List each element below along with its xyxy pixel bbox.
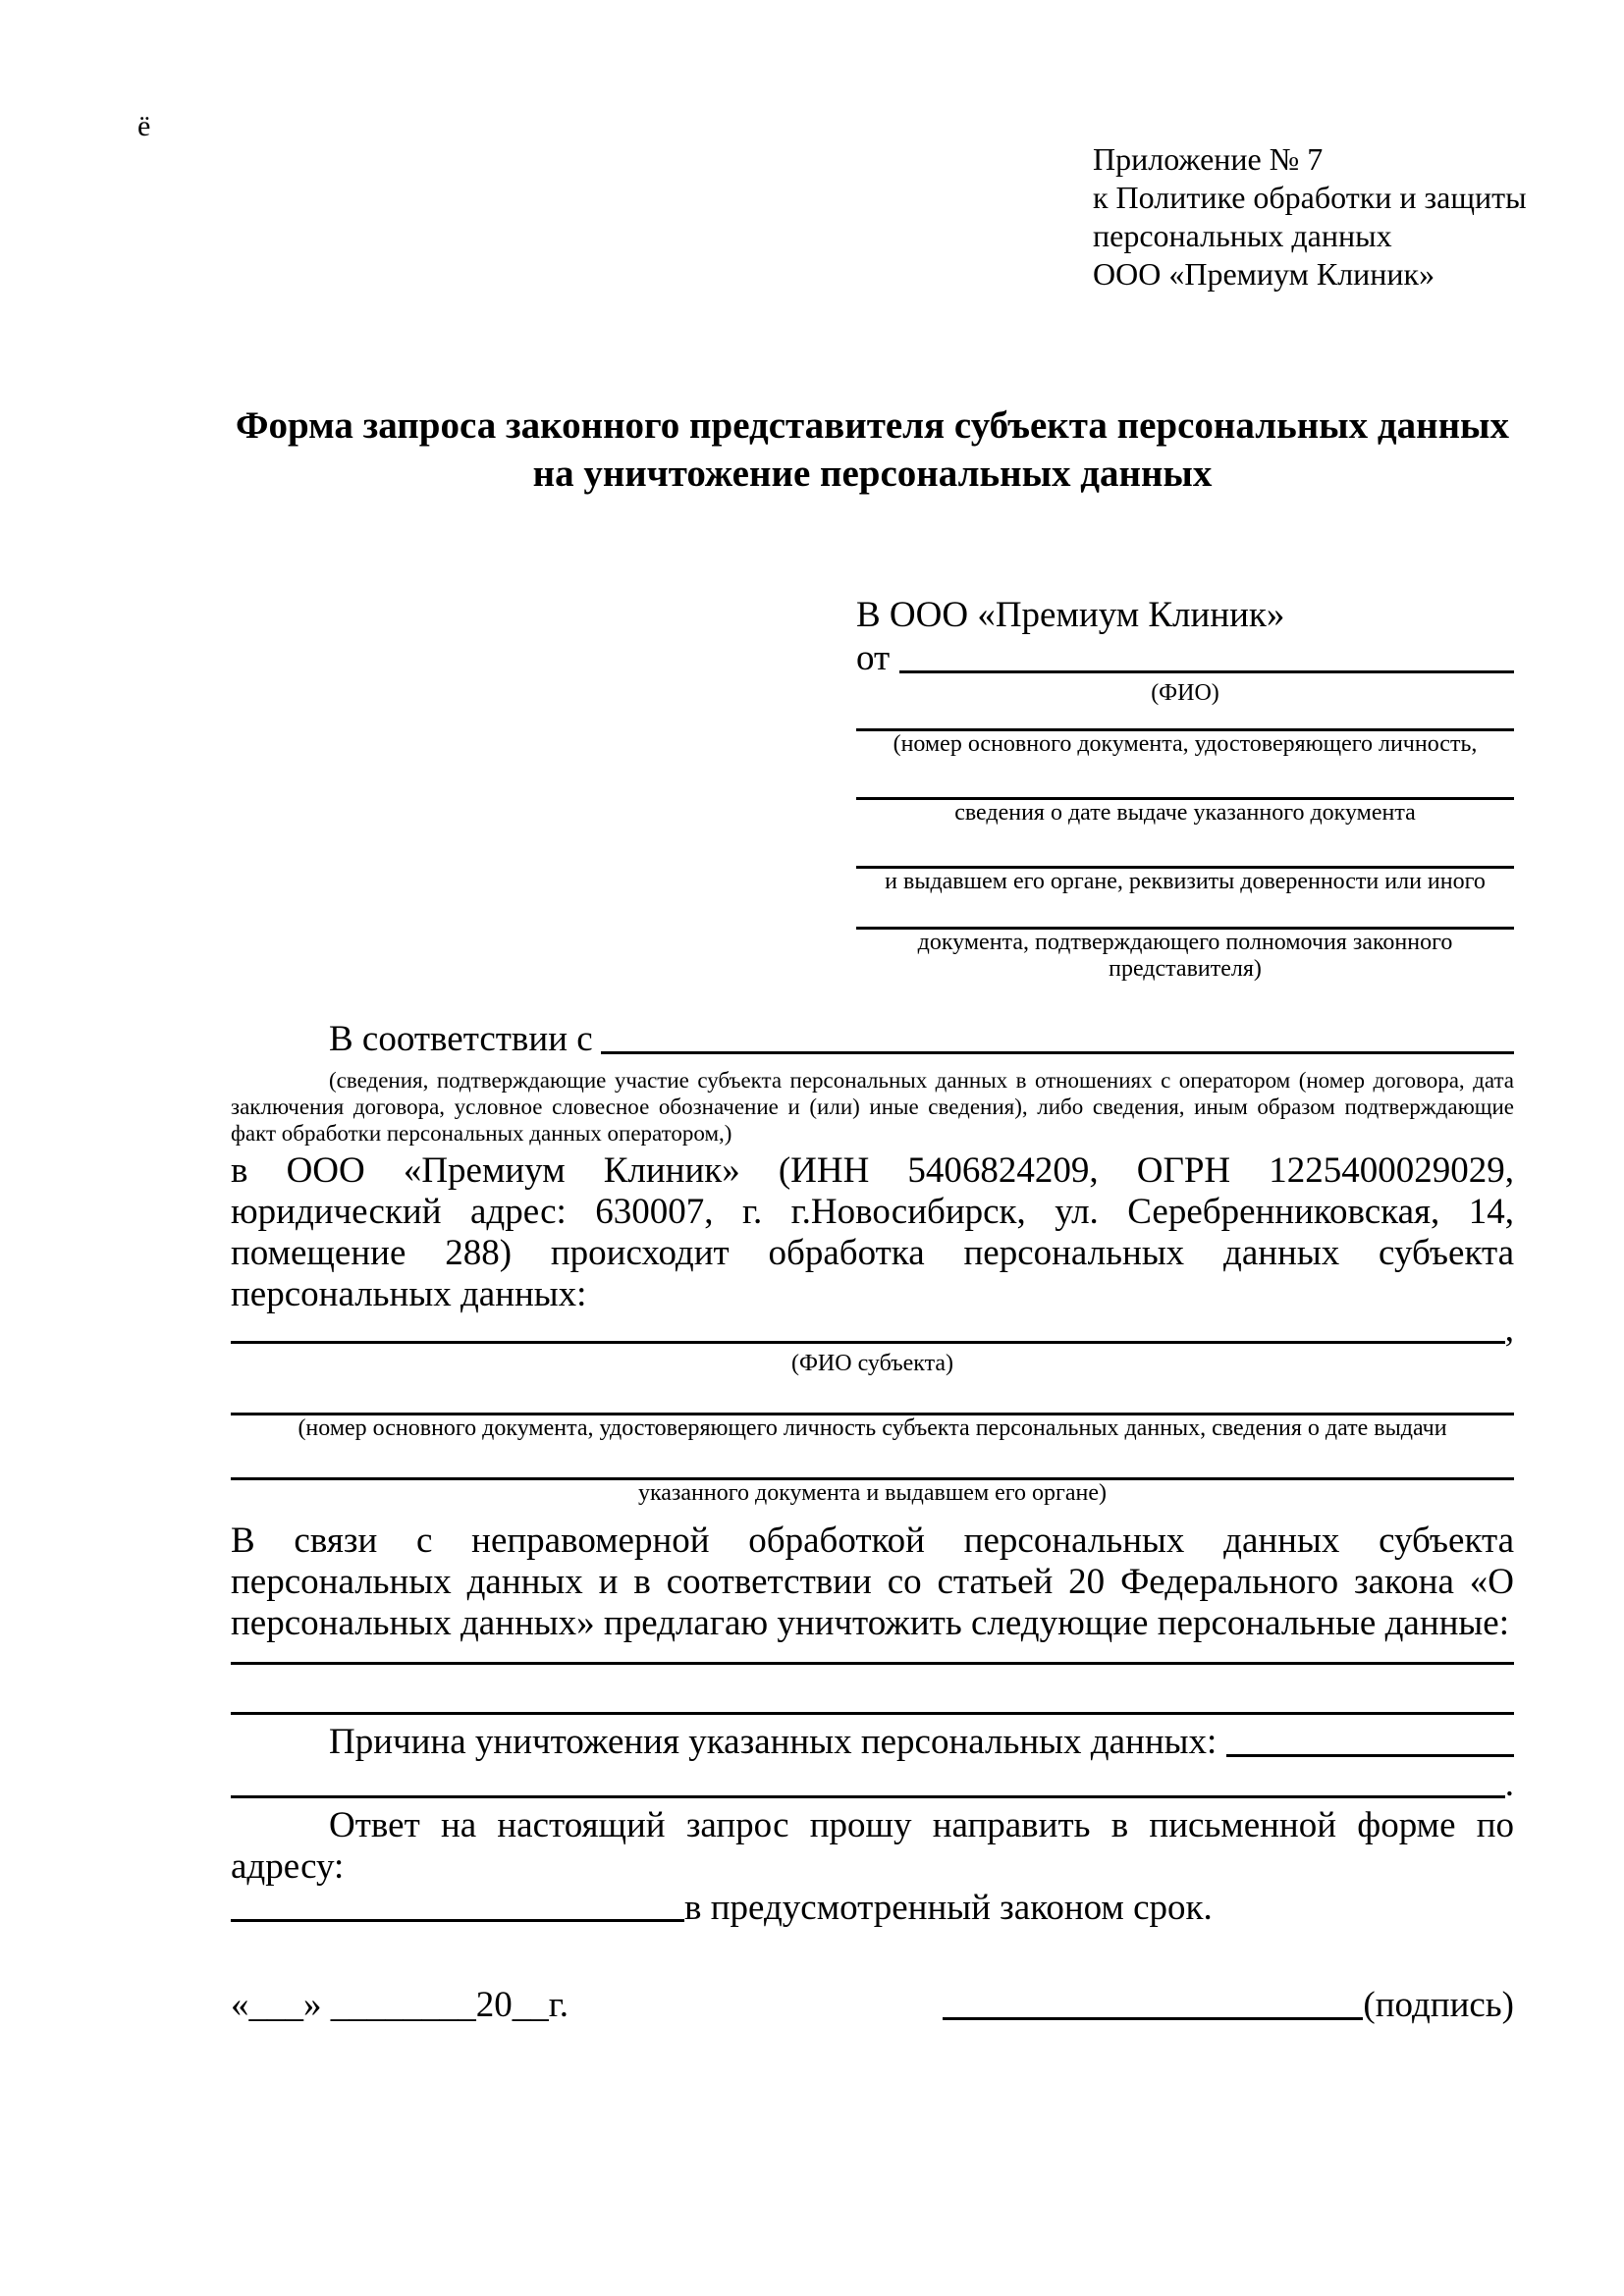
accordance-row <box>231 1018 1514 1061</box>
subject-fio-row <box>231 1309 1514 1351</box>
issue-date-caption: сведения о дате выдаче указанного документа <box>954 800 1416 826</box>
from-label: от <box>856 638 891 678</box>
from-name-blank-line <box>899 670 1514 673</box>
addressee-block <box>856 594 1514 983</box>
fio-caption: (ФИО) <box>1151 680 1219 706</box>
answer-tail: в предусмотренный законом срок. <box>684 1888 1213 1928</box>
signature-row <box>231 1984 1514 2027</box>
title-line-2: на уничтожение персональных данных <box>532 453 1213 495</box>
reason-continuation-row <box>231 1764 1514 1805</box>
appendix-block <box>1093 0 1527 294</box>
address-blank-line <box>231 1919 684 1922</box>
authority-doc-caption: документа, подтверждающего полномочия законного представителя) <box>917 930 1453 982</box>
accordance-blank-line <box>601 1051 1514 1054</box>
appendix-line-1: Приложение № 7 <box>1093 141 1324 177</box>
doc-number-blank-line <box>856 707 1514 731</box>
issue-date-blank-line <box>856 758 1514 800</box>
accordance-lead: В соответствии с <box>329 1019 593 1059</box>
accordance-note: (сведения, подтверждающие участие субъекта персональных данных в отношениях с оператором (номер договора, дата заключения договора, условное словесное обозначение и (или) иные сведения), либо сведения, иным образом подтверждающие факт обработки персональных данных оператором,) <box>231 1068 1514 1146</box>
issuer-caption: и выдавшем его органе, реквизиты доверенности или иного <box>885 869 1486 894</box>
signature-blank-line <box>943 2017 1363 2020</box>
reason-lead: Причина уничтожения указанных персональных данных: <box>329 1722 1218 1762</box>
reason-blank-line <box>1226 1754 1514 1757</box>
reason-period: . <box>1504 1764 1514 1804</box>
subject-fio-blank-line <box>231 1341 1505 1344</box>
date-line: «___» ________20__г. <box>231 1985 569 2025</box>
appendix-line-2: к Политике обработки и защиты <box>1093 180 1527 215</box>
signature-caption: (подпись) <box>1363 1985 1514 2025</box>
body-section <box>231 1018 1514 2027</box>
title-line-1: Форма запроса законного представителя субъекта персональных данных <box>235 404 1510 447</box>
trailing-comma: , <box>1504 1309 1514 1350</box>
answer-paragraph: Ответ на настоящий запрос прошу направить в письменной форме по адресу: <box>231 1805 1514 1887</box>
addressee-to: В ООО «Премиум Клиник» <box>856 595 1285 635</box>
stray-char: ё <box>137 110 151 142</box>
appendix-line-4: ООО «Премиум Клиник» <box>1093 256 1435 292</box>
subject-doc-blank-line-1 <box>231 1377 1514 1415</box>
reason-row <box>231 1721 1514 1764</box>
unlawful-paragraph: В связи с неправомерной обработкой персональных данных субъекта персональных данных и в соответствии со статьей 20 Федерального закона «О персональных данных» предлагаю уничтожить следующие персональные данные: <box>231 1521 1514 1643</box>
appendix-line-3: персональных данных <box>1093 218 1392 253</box>
document-title <box>231 401 1514 498</box>
reason-blank-line-2 <box>231 1795 1505 1798</box>
doc-number-caption: (номер основного документа, удостоверяющего личность, <box>893 731 1478 757</box>
subject-doc-caption-2: указанного документа и выдавшем его органе) <box>637 1480 1108 1506</box>
subject-fio-caption: (ФИО субъекта) <box>790 1351 954 1376</box>
data-list-blank-line-2 <box>231 1665 1514 1715</box>
authority-doc-blank-line <box>856 895 1514 930</box>
subject-doc-caption-1: (номер основного документа, удостоверяющего личность субъекта персональных данных, сведения о дате выдачи <box>298 1415 1447 1441</box>
subject-doc-blank-line-2 <box>231 1442 1514 1480</box>
from-row <box>856 637 1514 680</box>
address-row <box>231 1888 1514 1929</box>
data-list-blank-line-1 <box>231 1644 1514 1665</box>
operator-paragraph: в ООО «Премиум Клиник» (ИНН 5406824209, ОГРН 1225400029029, юридический адрес: 630007, г. г.Новосибирск, ул. Серебренниковская, 14, помещение 288) происходит обработка персональных данных субъекта персональных данных: <box>231 1150 1514 1314</box>
issuer-blank-line <box>856 827 1514 869</box>
signature-block <box>943 1984 1514 2027</box>
